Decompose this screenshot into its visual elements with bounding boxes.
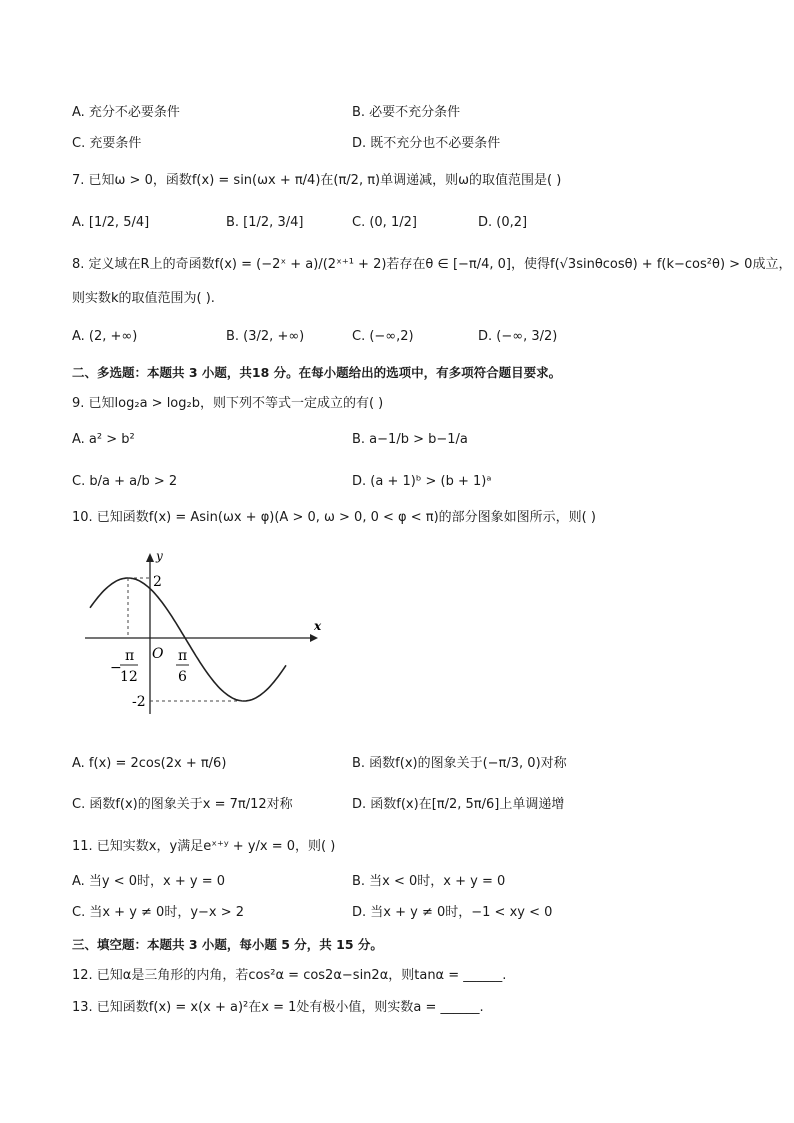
q6-option-b: B. 必要不充分条件: [352, 105, 461, 120]
q10-option-d: D. 函数f(x)在[π/2, 5π/6]上单调递增: [352, 797, 565, 812]
q12-stem: 12. 已知α是三角形的内角，若cos²α = cos2α−sin2α，则tanα = ______.: [72, 968, 507, 983]
q7-stem: 7. 已知ω > 0，函数f(x) = sin(ωx + π/4)在(π/2, π)单调递减，则ω的取值范围是( ): [72, 173, 562, 188]
q7-option-a: A. [1/2, 5/4]: [72, 215, 150, 230]
section-2-heading: 二、多选题：本题共 3 小题，共18 分。在每小题给出的选项中，有多项符合题目要求。: [72, 365, 562, 380]
origin-label: O: [152, 646, 164, 662]
q8-stem-continued: 则实数k的取值范围为( ).: [72, 291, 215, 306]
q8-option-b: B. (3/2, +∞): [226, 329, 305, 344]
q10-stem: 10. 已知函数f(x) = Asin(ωx + φ)(A > 0, ω > 0, 0 < φ < π)的部分图象如图所示，则( ): [72, 510, 596, 525]
q10-option-b: B. 函数f(x)的图象关于(−π/3, 0)对称: [352, 756, 567, 771]
q7-option-b: B. [1/2, 3/4]: [226, 215, 304, 230]
q8-option-c: C. (−∞,2): [352, 329, 414, 344]
x-left-denominator: 12: [120, 669, 138, 685]
x-left-numerator: π: [125, 648, 135, 664]
q7-option-d: D. (0,2]: [478, 215, 528, 230]
section-3-heading: 三、填空题：本题共 3 小题，每小题 5 分，共 15 分。: [72, 937, 383, 952]
q9-stem: 9. 已知log₂a > log₂b，则下列不等式一定成立的有( ): [72, 396, 384, 411]
y-max-label: 2: [153, 574, 162, 590]
q10-option-a: A. f(x) = 2cos(2x + π/6): [72, 756, 227, 771]
q11-option-d: D. 当x + y ≠ 0时，−1 < xy < 0: [352, 905, 553, 920]
y-min-label: -2: [132, 694, 146, 710]
q6-option-d: D. 既不充分也不必要条件: [352, 136, 501, 151]
q11-stem: 11. 已知实数x，y满足eˣ⁺ʸ + y/x = 0，则( ): [72, 839, 336, 854]
q6-option-a: A. 充分不必要条件: [72, 105, 180, 120]
q9-option-d: D. (a + 1)ᵇ > (b + 1)ᵃ: [352, 474, 492, 489]
q13-stem: 13. 已知函数f(x) = x(x + a)²在x = 1处有极小值，则实数a = ______.: [72, 1000, 484, 1015]
x-right-denominator: 6: [178, 669, 187, 685]
y-axis-arrow: [146, 553, 154, 562]
q6-option-c: C. 充要条件: [72, 136, 142, 151]
q8-stem: 8. 定义域在R上的奇函数f(x) = (−2ˣ + a)/(2ˣ⁺¹ + 2)若存在θ ∈ [−π/4, 0]，使得f(√3sinθcosθ) + f(k−cos²θ) > 0成立，: [72, 257, 792, 272]
sine-graph: [80, 544, 330, 719]
q11-option-a: A. 当y < 0时，x + y = 0: [72, 874, 226, 889]
x-left-sign: −: [110, 660, 122, 676]
q11-option-b: B. 当x < 0时，x + y = 0: [352, 874, 506, 889]
q9-option-b: B. a−1/b > b−1/a: [352, 432, 468, 447]
q8-option-d: D. (−∞, 3/2): [478, 329, 558, 344]
q9-option-a: A. a² > b²: [72, 432, 135, 447]
q9-option-c: C. b/a + a/b > 2: [72, 474, 178, 489]
q8-option-a: A. (2, +∞): [72, 329, 138, 344]
y-axis-label: y: [156, 549, 163, 563]
x-axis-label: x: [314, 619, 322, 633]
x-right-numerator: π: [178, 648, 188, 664]
q11-option-c: C. 当x + y ≠ 0时，y−x > 2: [72, 905, 245, 920]
x-axis-arrow: [310, 634, 318, 642]
q7-option-c: C. (0, 1/2]: [352, 215, 417, 230]
q10-option-c: C. 函数f(x)的图象关于x = 7π/12对称: [72, 797, 293, 812]
